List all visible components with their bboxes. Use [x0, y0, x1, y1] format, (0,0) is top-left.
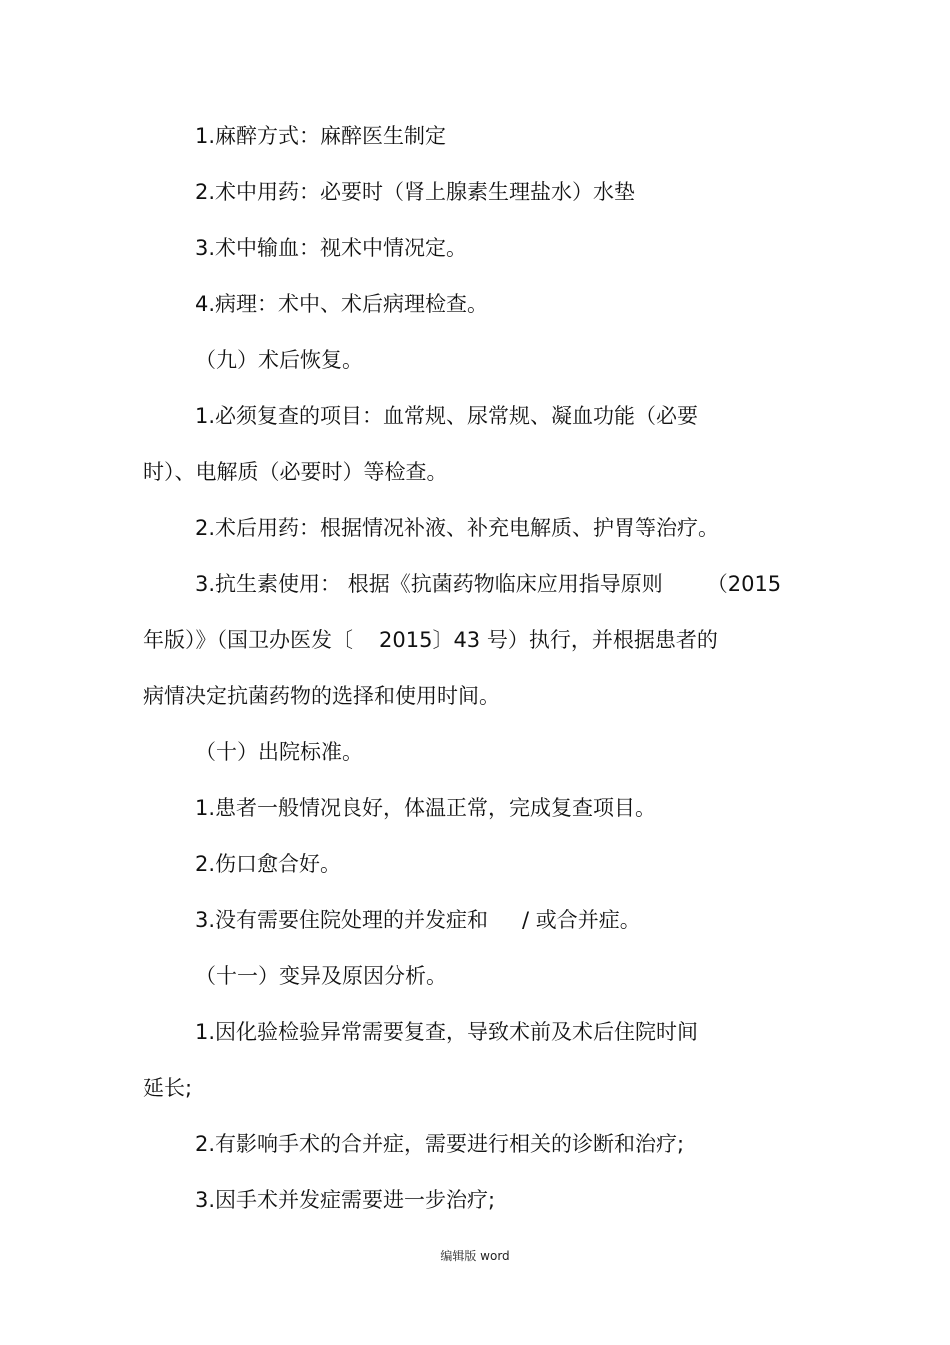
paragraph-required-tests-cont: 时）、电解质（必要时）等检查。	[143, 460, 448, 484]
paragraph-variation-surgical-complication: 3.因手术并发症需要进一步治疗;	[195, 1188, 496, 1212]
complications-text-end: / 或合并症。	[522, 908, 641, 932]
paragraph-anesthesia-method: 1.麻醉方式：麻醉医生制定	[195, 124, 447, 148]
paragraph-antibiotics-end: 病情决定抗菌药物的选择和使用时间。	[143, 684, 500, 708]
paragraph-required-tests: 1.必须复查的项目：血常规、尿常规、凝血功能（必要	[195, 404, 699, 428]
antibiotics-text: 3.抗生素使用： 根据《抗菌药物临床应用指导原则	[195, 572, 663, 596]
paragraph-variation-lab: 1.因化验检验异常需要复查，导致术前及术后住院时间	[195, 1020, 699, 1044]
complications-text: 3.没有需要住院处理的并发症和	[195, 908, 489, 932]
paragraph-antibiotics-cont	[143, 626, 718, 654]
section-heading-discharge-criteria: （十）出院标准。	[195, 740, 363, 764]
paragraph-postop-medication: 2.术后用药：根据情况补液、补充电解质、护胃等治疗。	[195, 516, 720, 540]
paragraph-intraop-medication: 2.术中用药：必要时（肾上腺素生理盐水）水垫	[195, 180, 636, 204]
paragraph-intraop-transfusion: 3.术中输血：视术中情况定。	[195, 236, 468, 260]
antibiotics-document-number: 2015〕43 号）执行，并根据患者的	[379, 628, 718, 652]
paragraph-pathology: 4.病理：术中、术后病理检查。	[195, 292, 489, 316]
antibiotics-year: （2015	[706, 572, 782, 596]
paragraph-discharge-complications	[195, 906, 641, 934]
antibiotics-edition: 年版）》（国卫办医发〔	[143, 628, 353, 652]
paragraph-discharge-wound: 2.伤口愈合好。	[195, 852, 342, 876]
paragraph-antibiotics	[195, 570, 781, 598]
section-heading-variation-analysis: （十一）变异及原因分析。	[195, 964, 447, 988]
paragraph-discharge-general: 1.患者一般情况良好，体温正常，完成复查项目。	[195, 796, 657, 820]
page-footer: 编辑版 word	[440, 1249, 510, 1263]
paragraph-variation-lab-cont: 延长;	[143, 1076, 193, 1100]
section-heading-postop-recovery: （九）术后恢复。	[195, 348, 363, 372]
paragraph-variation-comorbidity: 2.有影响手术的合并症，需要进行相关的诊断和治疗;	[195, 1132, 685, 1156]
